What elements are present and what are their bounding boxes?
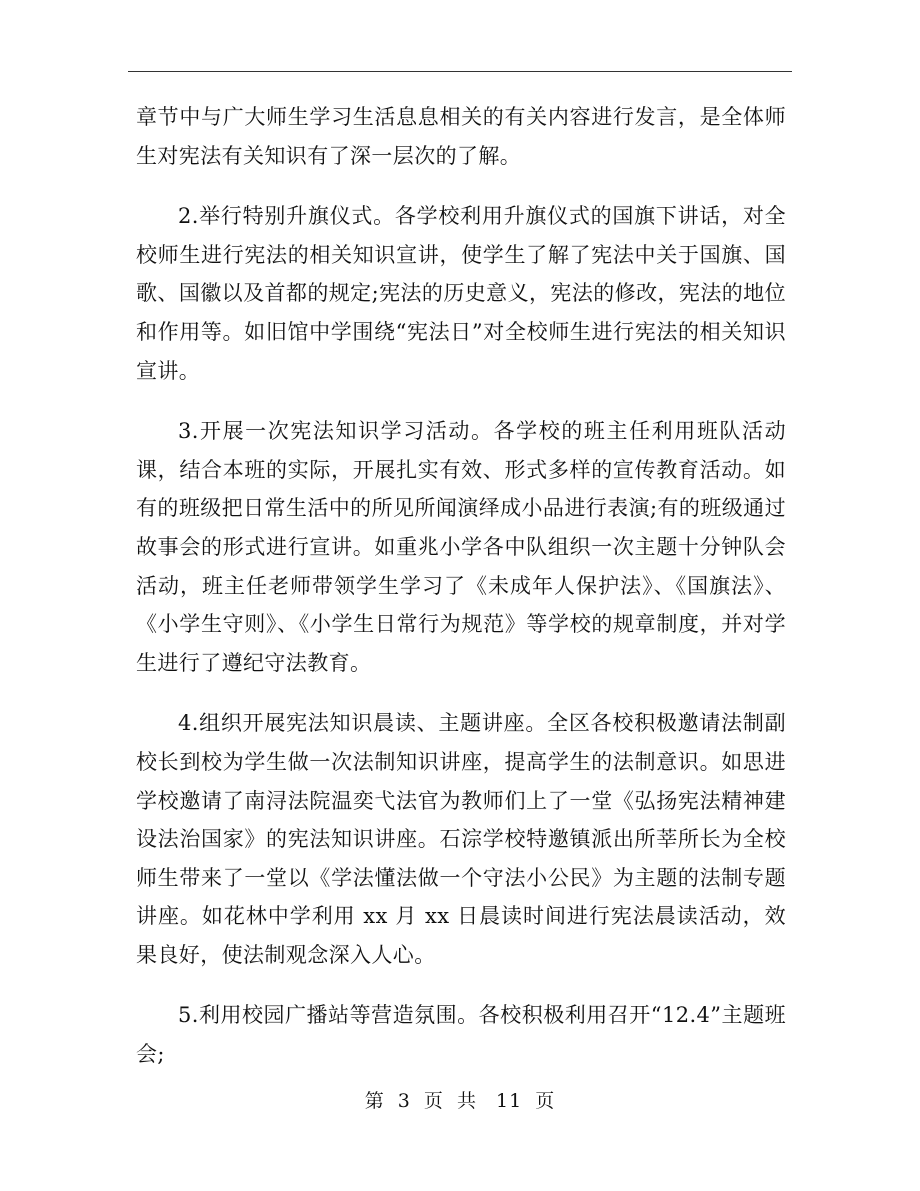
paragraph-item-5: 5.利用校园广播站等营造氛围。各校积极利用召开“12.4”主题班会; (136, 1003, 786, 1067)
paragraph-item-2: 2.举行特别升旗仪式。各学校利用升旗仪式的国旗下讲话，对全校师生进行宪法的相关知识宣讲，使学生了解了宪法中关于国旗、国歌、国徽以及首都的规定;宪法的历史意义，宪法的修改，宪法的地位和作用等。如旧馆中学围绕“宪法日”对全校师生进行宪法的相关知识宣讲。 (136, 204, 786, 383)
paragraph-continuation: 章节中与广大师生学习生活息息相关的有关内容进行发言，是全体师生对宪法有关知识有了深一层次的了解。 (136, 105, 786, 168)
footer-label-total: 共 (456, 1090, 477, 1112)
page-footer (0, 1086, 920, 1113)
footer-label-page: 第 (364, 1090, 385, 1112)
footer-current-page: 3 (397, 1090, 411, 1112)
footer-label-page-unit: 页 (423, 1090, 444, 1112)
footer-total-pages: 11 (496, 1090, 523, 1112)
footer-label-total-unit: 页 (535, 1090, 556, 1112)
document-body (136, 98, 786, 1096)
paragraph-item-4: 4.组织开展宪法知识晨读、主题讲座。全区各校积极邀请法制副校长到校为学生做一次法制知识讲座，提高学生的法制意识。如思进学校邀请了南浔法院温奕弋法官为教师们上了一堂《弘扬宪法精神建设法治国家》的宪法知识讲座。石淙学校特邀镇派出所莘所长为全校师生带来了一堂以《学法懂法做一个守法小公民》为主题的法制专题讲座。如花林中学利用 xx 月 xx 日晨读时间进行宪法晨读活动，效果良好，使法制观念深入人心。 (136, 711, 786, 967)
paragraph-item-3: 3.开展一次宪法知识学习活动。各学校的班主任利用班队活动课，结合本班的实际，开展扎实有效、形式多样的宣传教育活动。如有的班级把日常生活中的所见所闻演绎成小品进行表演;有的班级通过故事会的形式进行宣讲。如重兆小学各中队组织一次主题十分钟队会活动，班主任老师带领学生学习了《未成年人保护法》、《国旗法》、《小学生守则》、《小学生日常行为规范》等学校的规章制度，并对学生进行了遵纪守法教育。 (136, 419, 786, 675)
header-rule (128, 71, 792, 72)
